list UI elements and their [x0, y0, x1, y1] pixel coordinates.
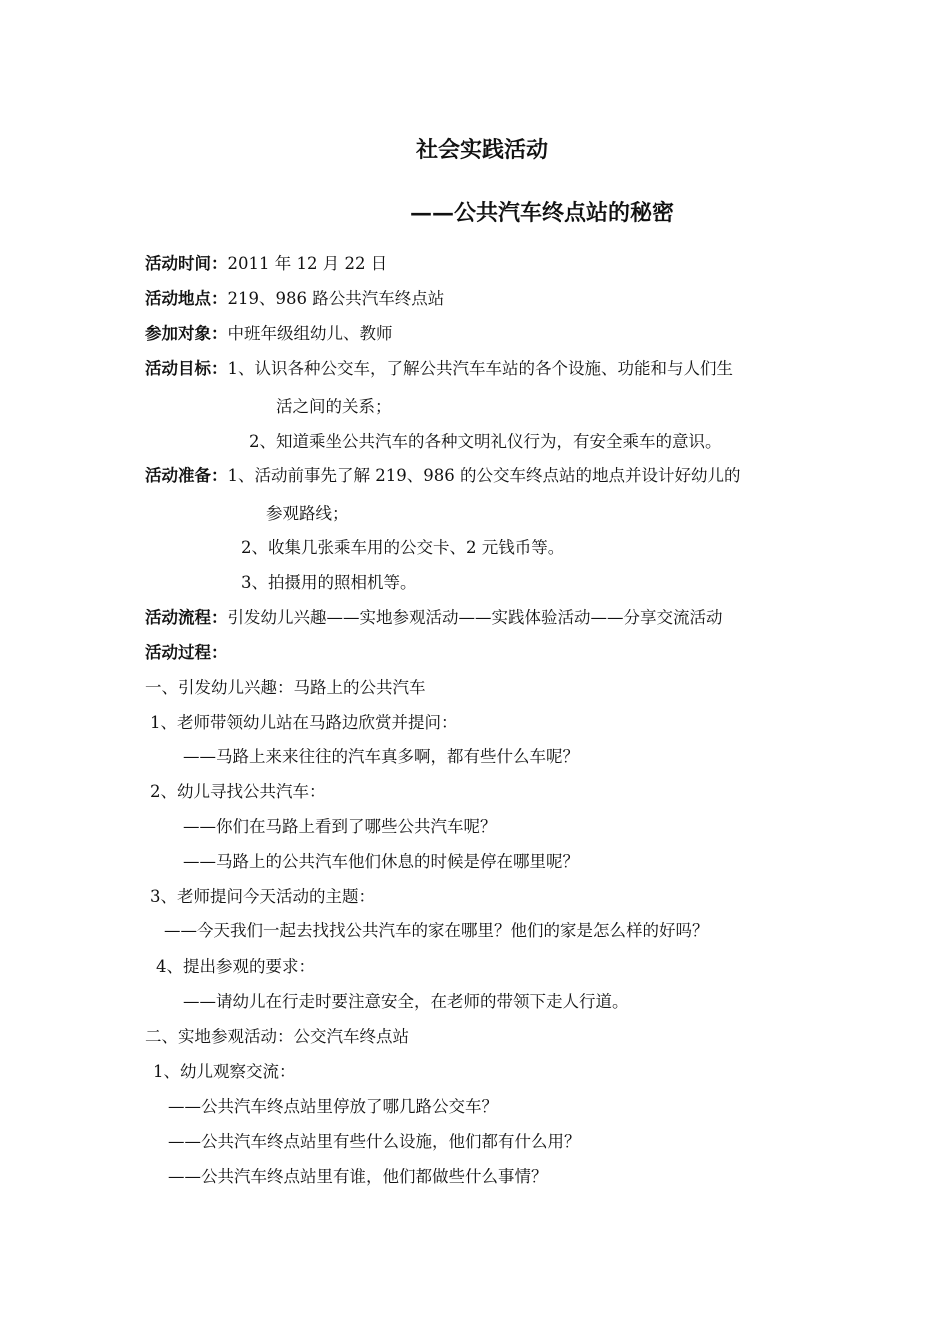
- activity-prep: [145, 465, 740, 487]
- section-1-item-4-note: ——请幼儿在行走时要注意安全，在老师的带领下走人行道。: [183, 992, 629, 1011]
- prep-item-2: 2、收集几张乘车用的公交卡、2 元钱币等。: [241, 538, 565, 557]
- section-1-item-2-question-1: ——你们在马路上看到了哪些公共汽车呢？: [183, 817, 497, 836]
- prep-item-3: 3、拍摄用的照相机等。: [241, 573, 417, 592]
- target-value: 中班年级组幼儿、教师: [227, 324, 393, 343]
- activity-time: [145, 253, 387, 275]
- prep-item-1: 1、活动前事先了解 219、986 的公交车终点站的地点并设计好幼儿的: [227, 466, 741, 485]
- participants: [145, 323, 393, 345]
- prep-label: 活动准备：: [145, 466, 228, 485]
- section-2-item-1-question-2: ——公共汽车终点站里有些什么设施，他们都有什么用？: [168, 1132, 581, 1151]
- section-2-item-1-question-1: ——公共汽车终点站里停放了哪几路公交车？: [168, 1097, 498, 1116]
- target-label: 参加对象：: [145, 324, 228, 343]
- section-2-title: 二、实地参观活动：公交汽车终点站: [145, 1027, 409, 1046]
- section-1-item-3-question: ——今天我们一起去找找公共汽车的家在哪里？他们的家是怎么样的好吗？: [164, 921, 709, 940]
- goal-item-1-cont: 活之间的关系；: [276, 397, 392, 416]
- activity-place: [145, 288, 444, 310]
- section-2-item-1-question-3: ——公共汽车终点站里有谁，他们都做些什么事情？: [168, 1167, 548, 1186]
- section-1-item-3: 3、老师提问今天活动的主题：: [150, 887, 375, 906]
- goal-item-2: 2、知道乘坐公共汽车的各种文明礼仪行为，有安全乘车的意识。: [249, 432, 722, 451]
- time-value: 2011 年 12 月 22 日: [227, 254, 388, 273]
- time-label: 活动时间：: [145, 254, 228, 273]
- place-value: 219、986 路公共汽车终点站: [227, 289, 445, 308]
- section-1-item-1: 1、老师带领幼儿站在马路边欣赏并提问：: [150, 713, 458, 732]
- process-label: 活动过程：: [145, 643, 228, 662]
- section-1-title: 一、引发幼儿兴趣：马路上的公共汽车: [145, 678, 426, 697]
- activity-goal: [145, 358, 733, 380]
- goal-label: 活动目标：: [145, 359, 228, 378]
- activity-flow: [145, 607, 723, 629]
- prep-item-1-cont: 参观路线；: [266, 504, 349, 523]
- section-1-item-2-question-2: ——马路上的公共汽车他们休息的时候是停在哪里呢？: [183, 852, 579, 871]
- place-label: 活动地点：: [145, 289, 228, 308]
- section-1-item-2: 2、幼儿寻找公共汽车：: [150, 782, 326, 801]
- page-title: 社会实践活动: [416, 137, 549, 163]
- flow-value: 引发幼儿兴趣——实地参观活动——实践体验活动——分享交流活动: [227, 608, 723, 627]
- goal-item-1: 1、认识各种公交车，了解公共汽车车站的各个设施、功能和与人们生: [227, 359, 733, 378]
- section-2-item-1: 1、幼儿观察交流：: [153, 1062, 296, 1081]
- page-subtitle: ——公共汽车终点站的秘密: [410, 200, 675, 226]
- section-1-item-4: 4、提出参观的要求：: [156, 957, 315, 976]
- flow-label: 活动流程：: [145, 608, 228, 627]
- section-1-item-1-question: ——马路上来来往往的汽车真多啊，都有些什么车呢？: [183, 747, 579, 766]
